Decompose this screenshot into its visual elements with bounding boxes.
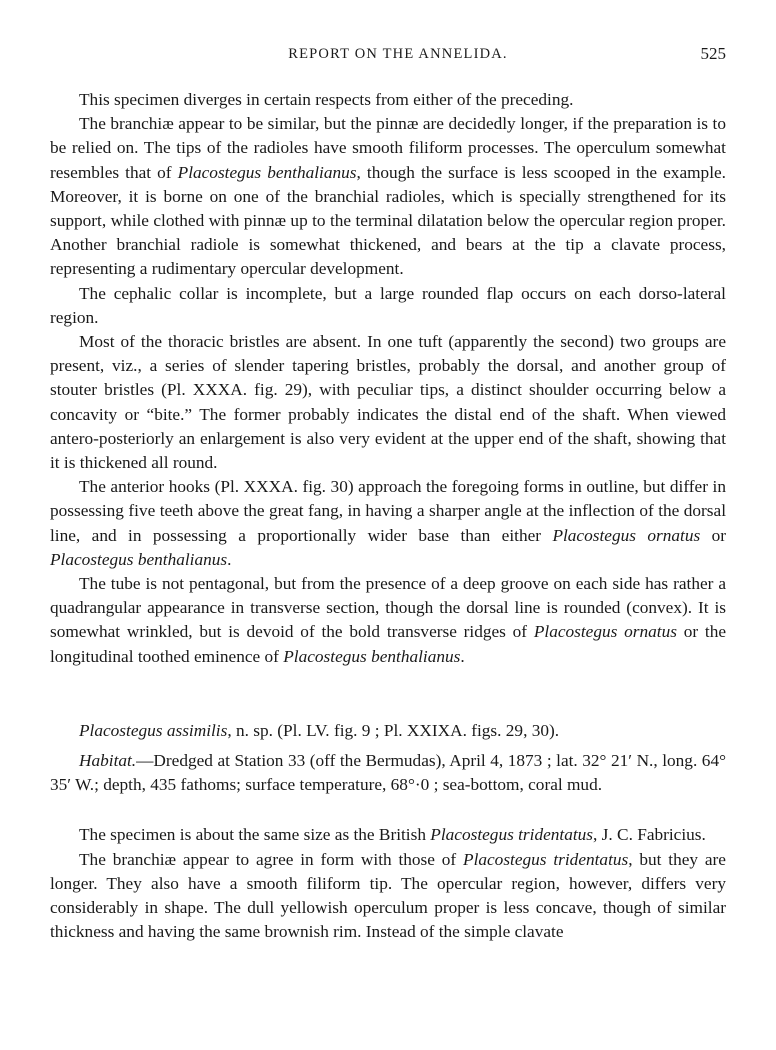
habitat-paragraph <box>50 749 726 797</box>
paragraph <box>50 112 726 281</box>
page-number: 525 <box>700 44 726 63</box>
paragraph <box>50 282 726 330</box>
running-title: REPORT ON THE ANNELIDA. <box>288 46 508 62</box>
species-name: Placostegus ornatus <box>552 525 701 545</box>
paragraph-text: , J. C. Fabricius. <box>593 825 706 845</box>
habitat-text: —Dredged at Station 33 (off the Bermudas), April 4, 1873 ; lat. 32° 21′ N., long. 64° 35′ W.; depth, 435 fathoms; surface temperature, 68°·0 ; sea-bottom, coral mud. <box>50 751 726 795</box>
body-text <box>50 88 726 945</box>
page <box>50 0 727 942</box>
paragraph-text: Most of the thoracic bristles are absent. In one tuft (apparently the second) two groups are present, viz., a series of slender tapering bristles, probably the dorsal, and another group of stouter bristles (Pl. XXXA. fig. 29), with peculiar tips, a distinct shoulder occurring below a concavity or “bite.” The former probably indicates the distal end of the shaft. When viewed antero-posteriorly an enlargement is also very evident at the upper end of the shaft, showing that it is thickened all round. <box>50 332 726 473</box>
paragraph <box>50 88 726 112</box>
species-name: Placostegus tridentatus <box>430 825 594 845</box>
paragraph-text: . <box>460 646 465 666</box>
species-name: Placostegus tridentatus <box>463 849 629 869</box>
species-heading-ref: , n. sp. (Pl. LV. fig. 9 ; Pl. XXIXA. figs. 29, 30). <box>227 720 560 740</box>
paragraph-text: The specimen is about the same size as the British <box>79 825 431 845</box>
paragraph-text: , though the surface is less scooped in the example. Moreover, it is borne on one of the branchial radioles, which is specially strengthened for its support, while clothed with pinnæ up to the terminal dilatation below the opercular region proper. Another branchial radiole is somewhat thickened, and bears at the tip a clavate process, representing a rudimentary opercular development. <box>50 162 726 279</box>
paragraph <box>50 823 726 847</box>
species-heading <box>50 719 726 743</box>
species-name: Placostegus ornatus <box>533 622 677 642</box>
species-name: Placostegus benthalianus <box>177 162 357 182</box>
paragraph-text: . <box>227 549 232 569</box>
paragraph-text: The branchiæ appear to agree in form with those of <box>79 849 464 869</box>
species-name: Placostegus benthalianus <box>283 646 461 666</box>
paragraph <box>50 572 726 669</box>
species-name: Placostegus benthalianus <box>50 549 228 569</box>
paragraph <box>50 848 726 945</box>
paragraph-text: , but they are longer. They also have a smooth filiform tip. The opercular region, however, differs very considerably in shape. The dull yellowish operculum proper is less concave, though of similar thickness and having the same brownish rim. Instead of the simple clavate <box>50 849 726 942</box>
paragraph-text: This specimen diverges in certain respects from either of the preceding. <box>79 90 574 109</box>
section-gap <box>50 669 726 719</box>
habitat-label: Habitat. <box>79 751 137 771</box>
paragraph-text: The anterior hooks (Pl. XXXA. fig. 30) approach the foregoing forms in outline, but differ in possessing five teeth above the great fang, in having a sharper angle at the inflection of the dorsal line, and in possessing a proportionally wider base than either <box>50 477 726 545</box>
species-heading-name: Placostegus assimilis <box>79 720 228 740</box>
paragraph-text: The branchiæ appear to be similar, but the pinnæ are decidedly longer, if the preparation is to be relied on. The tips of the radioles have smooth filiform processes. The operculum somewhat resembles that of <box>50 114 726 182</box>
section-gap <box>50 797 726 823</box>
paragraph-text: or the longitudinal toothed eminence of <box>50 622 726 666</box>
paragraph-text: The tube is not pentagonal, but from the presence of a deep groove on each side has rather a quadrangular appearance in transverse section, though the dorsal line is rounded (convex). It is somewhat wrinkled, but is devoid of the bold transverse ridges of <box>50 574 726 642</box>
paragraph <box>50 330 726 475</box>
running-head <box>50 0 726 63</box>
paragraph-text: The cephalic collar is incomplete, but a large rounded flap occurs on each dorso-lateral region. <box>50 283 726 327</box>
paragraph <box>50 475 726 572</box>
paragraph-text: or <box>700 525 727 545</box>
